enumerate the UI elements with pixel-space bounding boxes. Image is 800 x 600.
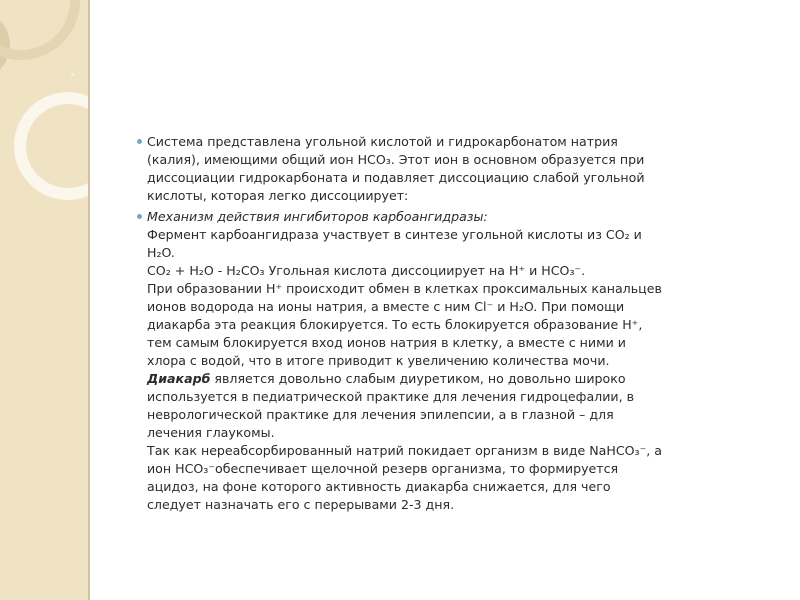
text-line: ионов водорода на ионы натрия, а вместе с ним Cl⁻ и H₂O. При помощи [147,299,625,314]
text-line: диакарба эта реакция блокируется. То есть блокируется образование H⁺, [147,317,643,332]
mechanism-heading: Механизм действия ингибиторов карбоангидразы: [147,209,488,224]
text-line: ион HCO₃⁻обеспечивает щелочной резерв организма, то формируется [147,461,619,476]
text-line: лечения глаукомы. [147,425,275,440]
bullet-icon [137,139,142,144]
text-line: Система представлена угольной кислотой и гидрокарбонатом натрия [147,134,618,149]
text-line: используется в педиатрической практике для лечения гидроцефалии, в [147,389,635,404]
slide-content [137,133,777,517]
side-divider [88,0,90,600]
text-line: кислоты, которая легко диссоциирует: [147,188,409,203]
decorative-side-panel [0,0,88,600]
text-line: тем самым блокируется вход ионов натрия в клетку, а вместе с ними и [147,335,626,350]
text-line: При образовании H⁺ происходит обмен в клетках проксимальных канальцев [147,281,662,296]
text-line: ацидоз, на фоне которого активность диакарба снижается, для чего [147,479,611,494]
bullet-icon [137,214,142,219]
text-line: неврологической практике для лечения эпилепсии, а в глазной – для [147,407,614,422]
decorative-dot [71,73,74,76]
text-line: (калия), имеющими общий ион HCO₃. Этот ион в основном образуется при [147,152,645,167]
drug-line [147,370,777,388]
text-line: диссоциации гидрокарбоната и подавляет диссоциацию слабой угольной [147,170,645,185]
paragraph-mechanism [137,208,777,514]
drug-text: является довольно слабым диуретиком, но довольно широко [210,371,626,386]
reaction-line: CO₂ + H₂O - H₂CO₃ Угольная кислота диссоциирует на H⁺ и HCO₃⁻. [147,263,586,278]
decorative-ring [14,92,88,200]
text-line: H₂O. [147,245,175,260]
paragraph-system [137,133,777,205]
decorative-ring [0,0,80,60]
drug-name: Диакарб [147,371,211,386]
text-line: следует назначать его с перерывами 2-3 дня. [147,497,455,512]
text-line: Фермент карбоангидраза участвует в синтезе угольной кислоты из CO₂ и [147,227,642,242]
text-line: Так как нереабсорбированный натрий покидает организм в виде NaHCO₃⁻, а [147,443,662,458]
text-line: хлора с водой, что в итоге приводит к увеличению количества мочи. [147,353,610,368]
